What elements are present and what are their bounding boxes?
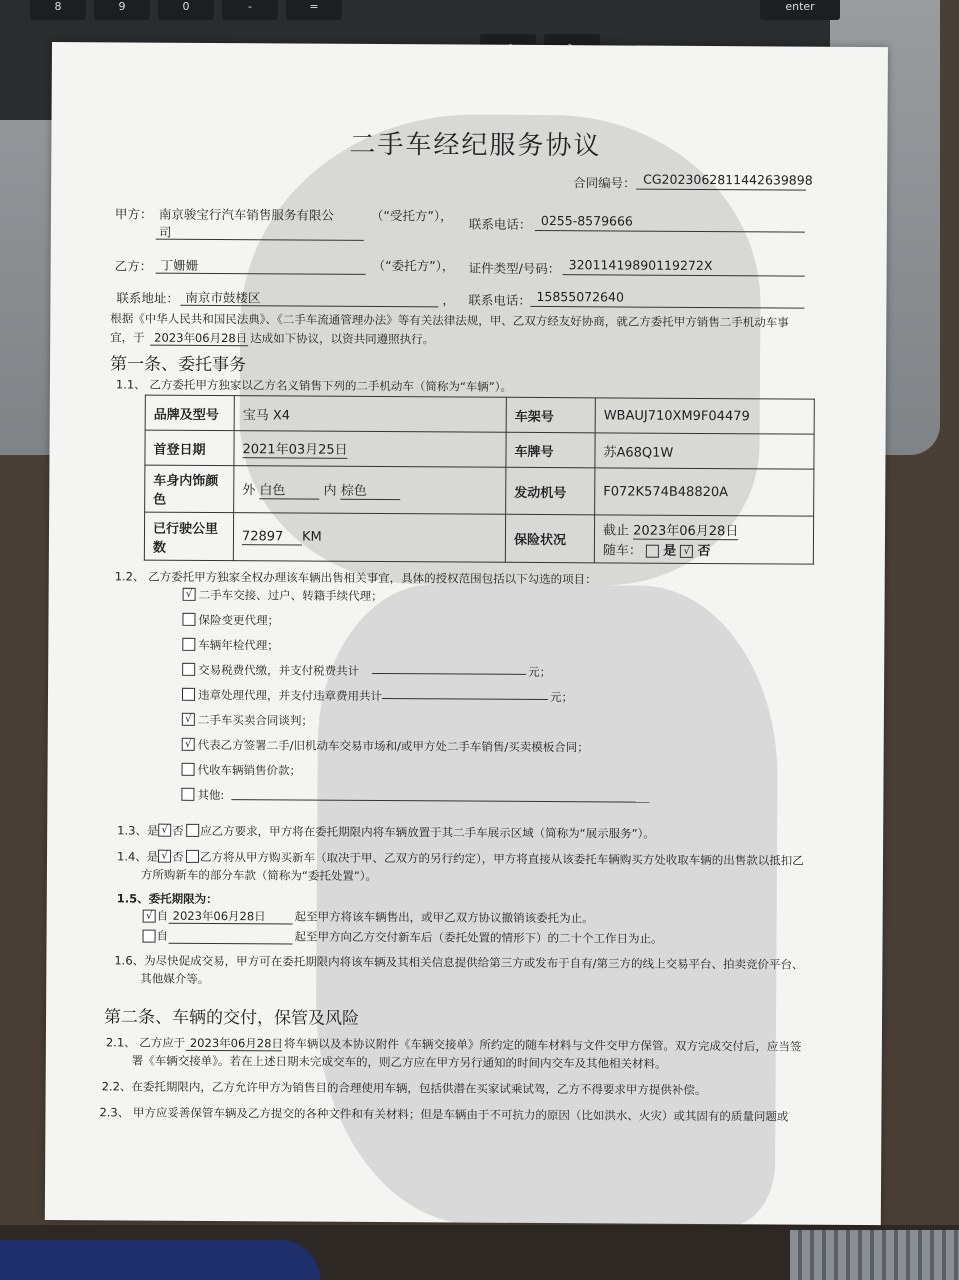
ins-yes-label: 是	[663, 543, 677, 559]
party-b-phone-label: 联系电话：	[468, 292, 531, 308]
option-label-4: 交易税费代缴，并支付税费共计	[198, 662, 360, 678]
party-b-name: 丁姗姗	[160, 257, 199, 273]
c1-5-from-2: 自	[156, 928, 169, 943]
c1-3-no-checkbox[interactable]	[186, 824, 199, 837]
party-a-name: 南京骏宝行汽车销售服务有限公	[158, 206, 335, 223]
key-enter[interactable]: enter	[760, 0, 840, 20]
party-a-label: 甲方：	[114, 206, 153, 222]
option-checkbox-2[interactable]	[182, 613, 195, 626]
vin-label: 车架号	[506, 397, 595, 433]
color-label: 车身内饰颜色	[145, 465, 234, 513]
option-label-6: 二手车买卖合同谈判；	[197, 712, 313, 728]
section-2-title: 第二条、车辆的交付，保管及风险	[103, 1007, 360, 1029]
c1-5-option-2-checkbox[interactable]	[143, 930, 156, 943]
id-number: 32011419890119272X	[568, 257, 713, 274]
engine-no: F072K574B48820A	[595, 468, 814, 516]
cloth	[0, 1240, 320, 1280]
key-8[interactable]: 8	[30, 0, 86, 20]
id-label: 证件类型/号码：	[468, 260, 561, 277]
party-a-phone: 0255-8579666	[540, 212, 633, 229]
mileage-unit: KM	[301, 529, 322, 545]
clause-1-2: 1.2、 乙方委托甲方独家全权办理该车辆出售相关事宜，具体的授权范围包括以下勾选的项目：	[114, 569, 597, 587]
option-checkbox-1[interactable]: √	[183, 588, 196, 601]
c1-5-option-1-text: 起至甲方将该车辆售出，或甲乙双方协议撤销该委托为止。	[294, 909, 594, 926]
option-checkbox-3[interactable]	[182, 638, 195, 651]
outer-label: 外	[242, 483, 256, 499]
contract-sheet	[45, 42, 888, 1225]
clause-1-4-yes: 1.4、是	[116, 849, 159, 864]
c1-5-from: 自	[156, 908, 169, 923]
engine-label: 发动机号	[506, 467, 595, 515]
option-checkbox-9[interactable]	[181, 788, 194, 801]
contract-no-label: 合同编号：	[573, 175, 636, 191]
clause-1-6: 1.6、为尽快促成交易，甲方可在委托期限内将该车辆及其相关信息提供给第三方或发布于自有/第三方的线上交易平台、拍卖竞价平台、	[114, 953, 804, 972]
party-b-role: （“委托方”），	[372, 257, 455, 274]
option-label-8: 代收车辆销售价款；	[197, 762, 302, 778]
clause-1-4-text: 乙方将从甲方购买新车（取决于甲、乙双方的另行约定），甲方将直接从该委托车辆购买方处收取车辆的出售款以抵扣乙	[199, 849, 804, 868]
key-0[interactable]: 0	[158, 0, 214, 20]
preamble-date: 2023年06月28日	[154, 330, 248, 346]
brand-label: 品牌及型号	[145, 395, 234, 431]
option-label-2: 保险变更代理；	[198, 612, 280, 628]
party-a-role: （“受托方”），	[370, 207, 453, 224]
option-label-7: 代表乙方签署二手/旧机动车交易市场和/或甲方处二手车销售/买卖模板合同；	[197, 737, 589, 755]
inner-label: 内	[323, 483, 337, 499]
clause-1-3-no: 否	[172, 823, 184, 838]
party-b-label: 乙方：	[114, 258, 153, 274]
option-label-9: 其他:	[197, 787, 225, 803]
option-label-1: 二手车交接、过户、转籍手续代理；	[198, 587, 383, 604]
plate: 苏A68Q1W	[595, 433, 814, 469]
ins-yes-checkbox[interactable]	[646, 545, 659, 558]
address-comma: ，	[442, 292, 455, 308]
clause-1-3-text: 应乙方要求，甲方将在委托期限内将车辆放置于其二手车展示区域（简称为“展示服务”）。	[200, 823, 655, 841]
c1-3-yes-checkbox[interactable]: √	[158, 824, 171, 837]
reg-date: 2021年03月25日	[242, 438, 347, 459]
preamble-line-2a: 宜，于	[110, 330, 145, 345]
ins-no-checkbox[interactable]: √	[680, 545, 693, 558]
clause-1-6-cont: 其他媒介等。	[140, 971, 210, 986]
insurance-label: 保险状况	[505, 514, 594, 563]
option-suffix-5: 元；	[549, 690, 574, 705]
address-label: 联系地址：	[116, 290, 179, 306]
c1-5-date: 2023年06月28日	[172, 908, 266, 924]
vehicle-table	[144, 395, 815, 565]
insurance-date: 2023年06月28日	[633, 520, 738, 541]
contract-no: CG2023062811442639898	[643, 171, 813, 188]
section-1-title: 第一条、委托事务	[109, 354, 247, 376]
clause-1-4-text-2: 方所购新车的部分车款（简称为“委托处置”）。	[140, 867, 378, 884]
c1-4-yes-checkbox[interactable]: √	[158, 850, 171, 863]
hand-shadow-lower	[315, 584, 779, 1227]
key-equals[interactable]: =	[286, 0, 342, 20]
mileage: 72897	[242, 529, 302, 545]
option-checkbox-7[interactable]: √	[182, 738, 195, 751]
inner-color: 棕色	[341, 480, 401, 500]
key-9[interactable]: 9	[94, 0, 150, 20]
option-checkbox-4[interactable]	[182, 663, 195, 676]
option-checkbox-8[interactable]	[182, 763, 195, 776]
address: 南京市鼓楼区	[185, 289, 261, 306]
floor-tiles	[790, 1230, 959, 1280]
c1-5-option-1-checkbox[interactable]: √	[143, 910, 156, 923]
preamble-line-2b: 达成如下协议，以资共同遵照执行。	[250, 331, 435, 347]
reg-date-label: 首登日期	[145, 430, 234, 466]
option-label-5: 违章处理代理，并支付违章费用共计	[197, 687, 383, 704]
plate-label: 车牌号	[506, 432, 595, 468]
option-label-3: 车辆年检代理；	[198, 637, 279, 653]
preamble-line-1: 根据《中华人民共和国民法典》、《二手车流通管理办法》等有关法律法规，甲、乙双方经友好协商，就乙方委托甲方销售二手机动车事	[110, 311, 789, 330]
clause-1-5: 1.5、委托期限为：	[116, 891, 218, 907]
clause-2-1b: 将车辆以及本协议附件《车辆交接单》所约定的随车材料与文件交甲方保管。双方完成交付后，应当签	[283, 1036, 802, 1054]
party-a-name-cont: 司	[158, 224, 172, 240]
insurance-with: 随车：	[602, 543, 642, 559]
option-checkbox-5[interactable]	[182, 688, 195, 701]
mileage-label: 已行驶公里数	[144, 512, 233, 561]
clause-2-1-date: 2023年06月28日	[189, 1035, 283, 1051]
key-minus[interactable]: -	[222, 0, 278, 20]
clause-2-2: 2.2、在委托期限内，乙方允许甲方为销售目的合理使用车辆，包括供潜在买家试乘试驾，乙方不得要求甲方提供补偿。	[101, 1079, 707, 1098]
clause-2-3: 2.3、 甲方应妥善保管车辆及乙方提交的各种文件和有关材料；但是车辆由于不可抗力的原因（比如洪水、火灾）或其固有的质量问题或	[99, 1105, 789, 1124]
option-suffix-4: 元；	[528, 664, 552, 680]
clause-2-1c: 署《车辆交接单》。若在上述日期未完成交车的，则乙方应在甲方另行通知的时间内交车及其他相关材料。	[131, 1053, 667, 1071]
brand: 宝马 X4	[234, 396, 506, 433]
c1-4-no-checkbox[interactable]	[186, 850, 199, 863]
clause-1-4-no: 否	[171, 849, 184, 864]
party-b-phone: 15855072640	[536, 288, 624, 305]
c1-5-option-2-text: 起至甲方向乙方交付新车后（委托处置的情形下）的二十个工作日为止。	[294, 929, 663, 946]
outer-color: 白色	[259, 479, 319, 499]
vin: WBAUJ710XM9F04479	[595, 398, 814, 434]
clause-2-1a: 2.1、 乙方应于	[105, 1035, 186, 1050]
clause-1-1: 1.1、 乙方委托甲方独家以乙方名义销售下列的二手机动车（简称为“车辆”）。	[115, 377, 513, 394]
doc-title: 二手车经纪服务协议	[349, 129, 602, 162]
option-checkbox-6[interactable]: √	[182, 713, 195, 726]
party-a-phone-label: 联系电话：	[468, 216, 532, 232]
ins-no-label: 否	[697, 543, 711, 560]
clause-1-3-yes: 1.3、是	[117, 823, 159, 838]
insurance-until: 截止	[602, 523, 630, 539]
